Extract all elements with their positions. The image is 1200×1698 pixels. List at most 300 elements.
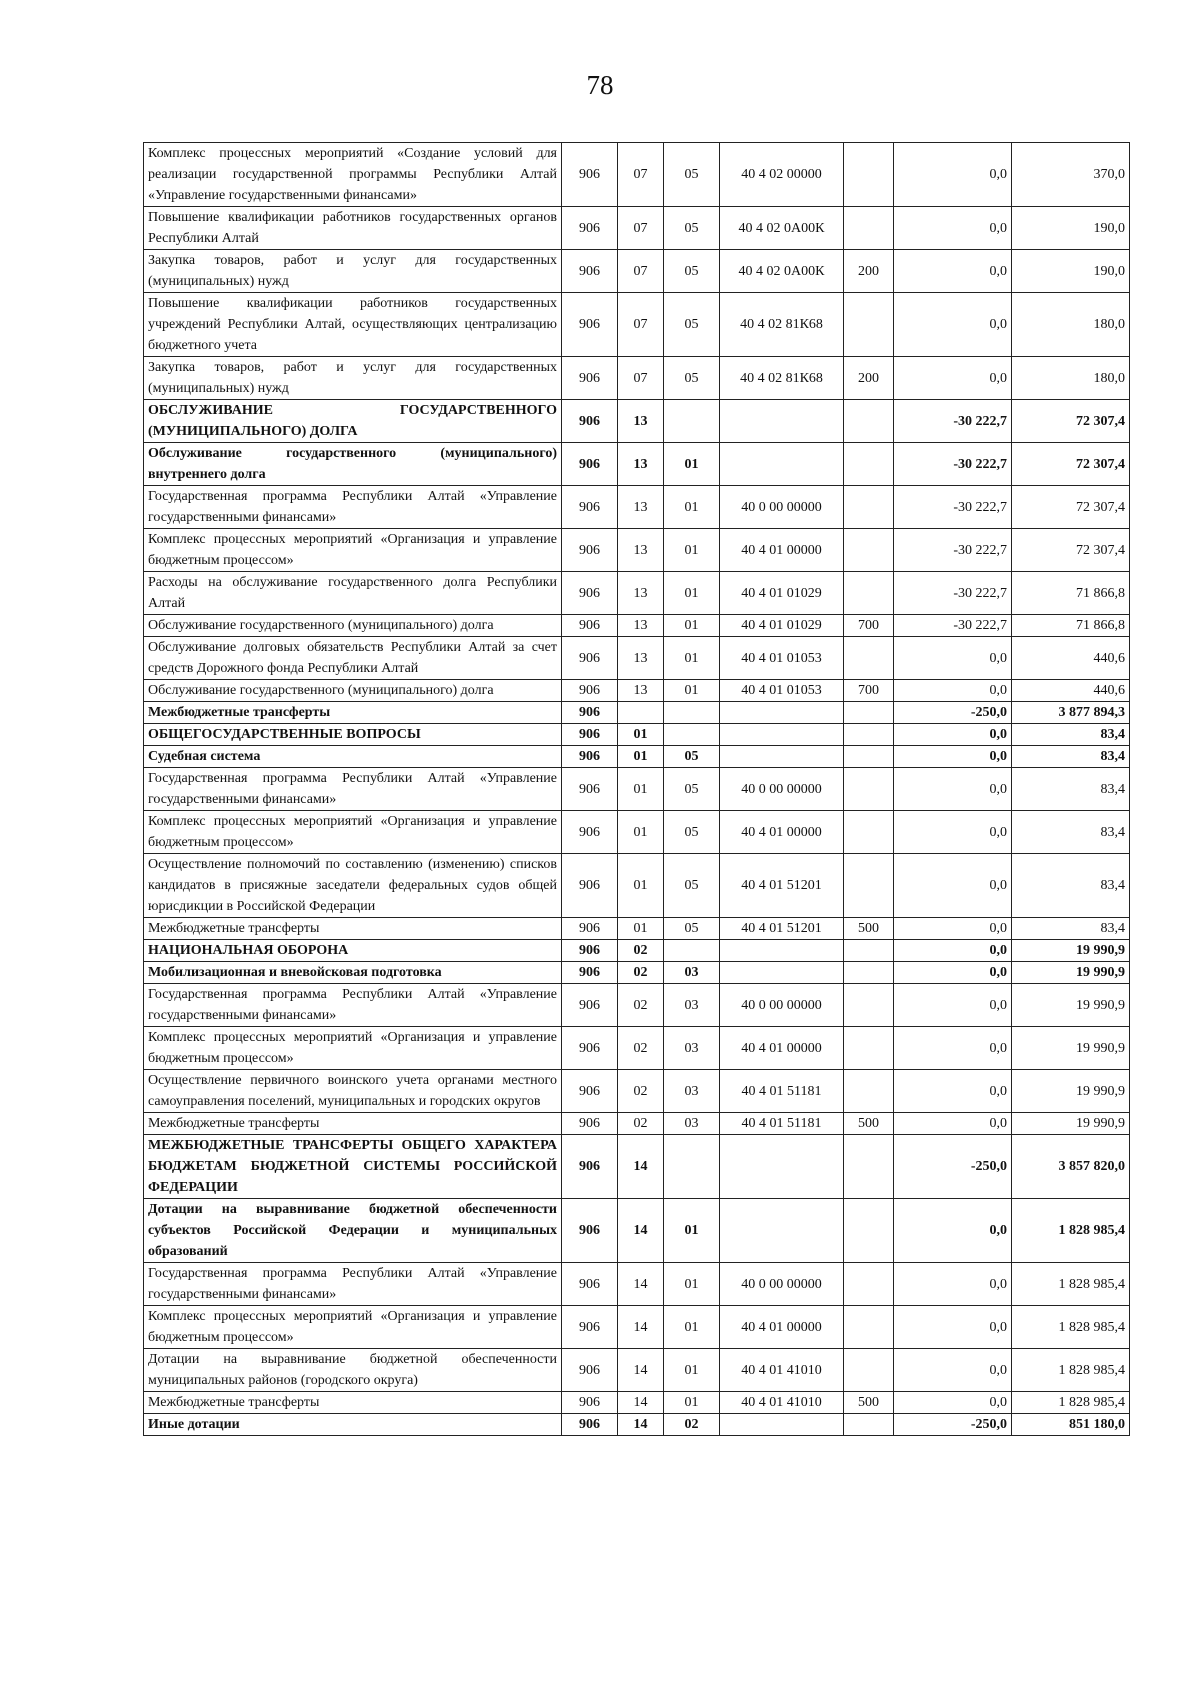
target-article-cell: 40 4 02 81К68 bbox=[720, 293, 844, 357]
target-article-cell: 40 4 02 0А00К bbox=[720, 250, 844, 293]
target-article-cell: 40 4 01 51181 bbox=[720, 1113, 844, 1135]
amount-total-cell: 19 990,9 bbox=[1012, 1027, 1130, 1070]
target-article-cell bbox=[720, 962, 844, 984]
expense-type-cell bbox=[844, 1027, 894, 1070]
table-row bbox=[144, 529, 1130, 572]
ministry-code-cell: 906 bbox=[562, 357, 618, 400]
amount-total-cell: 1 828 985,4 bbox=[1012, 1349, 1130, 1392]
section-code-cell: 13 bbox=[618, 443, 664, 486]
section-code-cell: 02 bbox=[618, 1027, 664, 1070]
subsection-code-cell: 01 bbox=[664, 443, 720, 486]
amount-total-cell: 83,4 bbox=[1012, 854, 1130, 918]
target-article-cell: 40 4 01 51201 bbox=[720, 854, 844, 918]
target-article-cell bbox=[720, 1414, 844, 1436]
expense-type-cell: 500 bbox=[844, 918, 894, 940]
section-code-cell: 07 bbox=[618, 250, 664, 293]
table-row bbox=[144, 854, 1130, 918]
section-code-cell: 13 bbox=[618, 529, 664, 572]
ministry-code-cell: 906 bbox=[562, 1306, 618, 1349]
subsection-code-cell: 05 bbox=[664, 207, 720, 250]
section-code-cell: 13 bbox=[618, 400, 664, 443]
row-name-cell: Закупка товаров, работ и услуг для государственных (муниципальных) нужд bbox=[144, 250, 562, 293]
amount-change-cell: 0,0 bbox=[894, 1199, 1012, 1263]
subsection-code-cell: 01 bbox=[664, 637, 720, 680]
ministry-code-cell: 906 bbox=[562, 572, 618, 615]
section-code-cell: 14 bbox=[618, 1135, 664, 1199]
amount-total-cell: 19 990,9 bbox=[1012, 1070, 1130, 1113]
row-name-cell: Комплекс процессных мероприятий «Организация и управление бюджетным процессом» bbox=[144, 1306, 562, 1349]
table-row bbox=[144, 1027, 1130, 1070]
target-article-cell: 40 4 01 41010 bbox=[720, 1349, 844, 1392]
target-article-cell: 40 4 01 51201 bbox=[720, 918, 844, 940]
ministry-code-cell: 906 bbox=[562, 940, 618, 962]
amount-change-cell: 0,0 bbox=[894, 768, 1012, 811]
section-code-cell: 02 bbox=[618, 1113, 664, 1135]
subsection-code-cell: 05 bbox=[664, 768, 720, 811]
target-article-cell: 40 0 00 00000 bbox=[720, 486, 844, 529]
table-row bbox=[144, 918, 1130, 940]
table-row bbox=[144, 1263, 1130, 1306]
table-row bbox=[144, 1070, 1130, 1113]
amount-total-cell: 71 866,8 bbox=[1012, 572, 1130, 615]
table-row bbox=[144, 1349, 1130, 1392]
amount-change-cell: -30 222,7 bbox=[894, 615, 1012, 637]
target-article-cell bbox=[720, 746, 844, 768]
subsection-code-cell: 01 bbox=[664, 1392, 720, 1414]
row-name-cell: Комплекс процессных мероприятий «Организация и управление бюджетным процессом» bbox=[144, 529, 562, 572]
amount-change-cell: 0,0 bbox=[894, 1027, 1012, 1070]
row-name-cell: Осуществление полномочий по составлению (изменению) списков кандидатов в присяжные заседатели федеральных судов общей юрисдикции в Российской Федерации bbox=[144, 854, 562, 918]
row-name-cell: Государственная программа Республики Алтай «Управление государственными финансами» bbox=[144, 1263, 562, 1306]
row-name-cell: Дотации на выравнивание бюджетной обеспеченности муниципальных районов (городского округа) bbox=[144, 1349, 562, 1392]
ministry-code-cell: 906 bbox=[562, 962, 618, 984]
row-name-cell: Комплекс процессных мероприятий «Организация и управление бюджетным процессом» bbox=[144, 1027, 562, 1070]
amount-total-cell: 1 828 985,4 bbox=[1012, 1306, 1130, 1349]
table-row bbox=[144, 143, 1130, 207]
amount-total-cell: 19 990,9 bbox=[1012, 984, 1130, 1027]
row-name-cell: Межбюджетные трансферты bbox=[144, 1113, 562, 1135]
amount-total-cell: 440,6 bbox=[1012, 637, 1130, 680]
target-article-cell: 40 4 02 00000 bbox=[720, 143, 844, 207]
expense-type-cell bbox=[844, 746, 894, 768]
target-article-cell bbox=[720, 724, 844, 746]
section-code-cell: 14 bbox=[618, 1263, 664, 1306]
subsection-code-cell: 03 bbox=[664, 984, 720, 1027]
expense-type-cell bbox=[844, 572, 894, 615]
row-name-cell: Межбюджетные трансферты bbox=[144, 1392, 562, 1414]
expense-type-cell bbox=[844, 637, 894, 680]
expense-type-cell: 700 bbox=[844, 615, 894, 637]
table-row bbox=[144, 615, 1130, 637]
expense-type-cell bbox=[844, 207, 894, 250]
ministry-code-cell: 906 bbox=[562, 443, 618, 486]
section-code-cell: 14 bbox=[618, 1392, 664, 1414]
amount-total-cell: 180,0 bbox=[1012, 293, 1130, 357]
section-code-cell: 02 bbox=[618, 940, 664, 962]
target-article-cell: 40 4 01 01029 bbox=[720, 615, 844, 637]
target-article-cell bbox=[720, 702, 844, 724]
amount-change-cell: 0,0 bbox=[894, 1263, 1012, 1306]
row-name-cell: Обслуживание государственного (муниципального) долга bbox=[144, 615, 562, 637]
amount-total-cell: 19 990,9 bbox=[1012, 1113, 1130, 1135]
ministry-code-cell: 906 bbox=[562, 854, 618, 918]
row-name-cell: ОБСЛУЖИВАНИЕ ГОСУДАРСТВЕННОГО (МУНИЦИПАЛЬНОГО) ДОЛГА bbox=[144, 400, 562, 443]
amount-change-cell: -30 222,7 bbox=[894, 486, 1012, 529]
ministry-code-cell: 906 bbox=[562, 984, 618, 1027]
section-code-cell: 07 bbox=[618, 207, 664, 250]
amount-change-cell: -250,0 bbox=[894, 1135, 1012, 1199]
target-article-cell: 40 4 01 51181 bbox=[720, 1070, 844, 1113]
ministry-code-cell: 906 bbox=[562, 680, 618, 702]
amount-change-cell: 0,0 bbox=[894, 143, 1012, 207]
table-row bbox=[144, 1199, 1130, 1263]
section-code-cell: 01 bbox=[618, 768, 664, 811]
section-code-cell: 01 bbox=[618, 918, 664, 940]
row-name-cell: НАЦИОНАЛЬНАЯ ОБОРОНА bbox=[144, 940, 562, 962]
target-article-cell bbox=[720, 443, 844, 486]
amount-change-cell: 0,0 bbox=[894, 1070, 1012, 1113]
target-article-cell: 40 4 01 41010 bbox=[720, 1392, 844, 1414]
subsection-code-cell bbox=[664, 940, 720, 962]
section-code-cell: 01 bbox=[618, 724, 664, 746]
ministry-code-cell: 906 bbox=[562, 702, 618, 724]
section-code-cell: 13 bbox=[618, 637, 664, 680]
target-article-cell bbox=[720, 400, 844, 443]
amount-total-cell: 19 990,9 bbox=[1012, 962, 1130, 984]
target-article-cell bbox=[720, 1199, 844, 1263]
amount-total-cell: 83,4 bbox=[1012, 768, 1130, 811]
expense-type-cell bbox=[844, 1414, 894, 1436]
ministry-code-cell: 906 bbox=[562, 1135, 618, 1199]
target-article-cell: 40 0 00 00000 bbox=[720, 984, 844, 1027]
target-article-cell: 40 4 01 00000 bbox=[720, 1027, 844, 1070]
table-row bbox=[144, 768, 1130, 811]
amount-change-cell: 0,0 bbox=[894, 940, 1012, 962]
row-name-cell: ОБЩЕГОСУДАРСТВЕННЫЕ ВОПРОСЫ bbox=[144, 724, 562, 746]
ministry-code-cell: 906 bbox=[562, 1349, 618, 1392]
amount-change-cell: 0,0 bbox=[894, 984, 1012, 1027]
table-row bbox=[144, 1414, 1130, 1436]
table-row bbox=[144, 702, 1130, 724]
row-name-cell: Дотации на выравнивание бюджетной обеспеченности субъектов Российской Федерации и муниципальных образований bbox=[144, 1199, 562, 1263]
amount-change-cell: 0,0 bbox=[894, 637, 1012, 680]
table-row bbox=[144, 984, 1130, 1027]
expense-type-cell bbox=[844, 768, 894, 811]
table-row bbox=[144, 637, 1130, 680]
row-name-cell: Комплекс процессных мероприятий «Создание условий для реализации государственной программы Республики Алтай «Управление государственными финансами» bbox=[144, 143, 562, 207]
amount-total-cell: 851 180,0 bbox=[1012, 1414, 1130, 1436]
expense-type-cell: 500 bbox=[844, 1113, 894, 1135]
expense-type-cell: 500 bbox=[844, 1392, 894, 1414]
row-name-cell: Государственная программа Республики Алтай «Управление государственными финансами» bbox=[144, 768, 562, 811]
row-name-cell: Государственная программа Республики Алтай «Управление государственными финансами» bbox=[144, 984, 562, 1027]
ministry-code-cell: 906 bbox=[562, 1392, 618, 1414]
amount-change-cell: 0,0 bbox=[894, 962, 1012, 984]
expense-type-cell: 200 bbox=[844, 250, 894, 293]
table-row bbox=[144, 357, 1130, 400]
subsection-code-cell: 05 bbox=[664, 854, 720, 918]
subsection-code-cell: 05 bbox=[664, 746, 720, 768]
section-code-cell: 07 bbox=[618, 293, 664, 357]
amount-total-cell: 1 828 985,4 bbox=[1012, 1263, 1130, 1306]
target-article-cell: 40 0 00 00000 bbox=[720, 768, 844, 811]
ministry-code-cell: 906 bbox=[562, 1070, 618, 1113]
subsection-code-cell bbox=[664, 702, 720, 724]
target-article-cell: 40 4 02 0А00К bbox=[720, 207, 844, 250]
ministry-code-cell: 906 bbox=[562, 1199, 618, 1263]
row-name-cell: Обслуживание государственного (муниципального) долга bbox=[144, 680, 562, 702]
expense-type-cell bbox=[844, 1349, 894, 1392]
section-code-cell: 02 bbox=[618, 984, 664, 1027]
subsection-code-cell: 05 bbox=[664, 143, 720, 207]
expense-type-cell: 700 bbox=[844, 680, 894, 702]
expense-type-cell bbox=[844, 1306, 894, 1349]
ministry-code-cell: 906 bbox=[562, 615, 618, 637]
amount-total-cell: 72 307,4 bbox=[1012, 486, 1130, 529]
amount-total-cell: 1 828 985,4 bbox=[1012, 1199, 1130, 1263]
table-row bbox=[144, 400, 1130, 443]
row-name-cell: Судебная система bbox=[144, 746, 562, 768]
amount-change-cell: -30 222,7 bbox=[894, 443, 1012, 486]
amount-total-cell: 3 877 894,3 bbox=[1012, 702, 1130, 724]
row-name-cell: Межбюджетные трансферты bbox=[144, 918, 562, 940]
ministry-code-cell: 906 bbox=[562, 486, 618, 529]
section-code-cell: 14 bbox=[618, 1349, 664, 1392]
expense-type-cell bbox=[844, 293, 894, 357]
amount-total-cell: 83,4 bbox=[1012, 811, 1130, 854]
expense-type-cell bbox=[844, 143, 894, 207]
table-row bbox=[144, 746, 1130, 768]
amount-change-cell: -250,0 bbox=[894, 1414, 1012, 1436]
table-row bbox=[144, 1306, 1130, 1349]
amount-total-cell: 370,0 bbox=[1012, 143, 1130, 207]
subsection-code-cell: 05 bbox=[664, 357, 720, 400]
amount-total-cell: 19 990,9 bbox=[1012, 940, 1130, 962]
subsection-code-cell: 05 bbox=[664, 293, 720, 357]
target-article-cell: 40 4 01 01053 bbox=[720, 637, 844, 680]
amount-change-cell: -30 222,7 bbox=[894, 400, 1012, 443]
subsection-code-cell bbox=[664, 400, 720, 443]
table-row bbox=[144, 293, 1130, 357]
ministry-code-cell: 906 bbox=[562, 207, 618, 250]
subsection-code-cell: 01 bbox=[664, 615, 720, 637]
section-code-cell: 13 bbox=[618, 486, 664, 529]
section-code-cell: 01 bbox=[618, 811, 664, 854]
row-name-cell: Государственная программа Республики Алтай «Управление государственными финансами» bbox=[144, 486, 562, 529]
ministry-code-cell: 906 bbox=[562, 811, 618, 854]
row-name-cell: Расходы на обслуживание государственного долга Республики Алтай bbox=[144, 572, 562, 615]
ministry-code-cell: 906 bbox=[562, 768, 618, 811]
ministry-code-cell: 906 bbox=[562, 1263, 618, 1306]
target-article-cell: 40 4 01 00000 bbox=[720, 529, 844, 572]
amount-change-cell: 0,0 bbox=[894, 357, 1012, 400]
amount-total-cell: 72 307,4 bbox=[1012, 400, 1130, 443]
expense-type-cell bbox=[844, 962, 894, 984]
amount-total-cell: 440,6 bbox=[1012, 680, 1130, 702]
target-article-cell bbox=[720, 940, 844, 962]
ministry-code-cell: 906 bbox=[562, 1113, 618, 1135]
row-name-cell: Комплекс процессных мероприятий «Организация и управление бюджетным процессом» bbox=[144, 811, 562, 854]
subsection-code-cell bbox=[664, 724, 720, 746]
expense-type-cell bbox=[844, 1199, 894, 1263]
subsection-code-cell: 05 bbox=[664, 918, 720, 940]
amount-change-cell: -30 222,7 bbox=[894, 572, 1012, 615]
row-name-cell: Закупка товаров, работ и услуг для государственных (муниципальных) нужд bbox=[144, 357, 562, 400]
section-code-cell: 02 bbox=[618, 1070, 664, 1113]
budget-table bbox=[143, 142, 1130, 1436]
expense-type-cell bbox=[844, 1135, 894, 1199]
subsection-code-cell bbox=[664, 1135, 720, 1199]
subsection-code-cell: 01 bbox=[664, 529, 720, 572]
row-name-cell: Обслуживание государственного (муниципального) внутреннего долга bbox=[144, 443, 562, 486]
target-article-cell: 40 4 01 00000 bbox=[720, 1306, 844, 1349]
amount-total-cell: 83,4 bbox=[1012, 746, 1130, 768]
row-name-cell: Осуществление первичного воинского учета органами местного самоуправления поселений, муниципальных и городских округов bbox=[144, 1070, 562, 1113]
amount-change-cell: 0,0 bbox=[894, 918, 1012, 940]
table-row bbox=[144, 680, 1130, 702]
expense-type-cell bbox=[844, 1263, 894, 1306]
expense-type-cell bbox=[844, 940, 894, 962]
amount-change-cell: 0,0 bbox=[894, 746, 1012, 768]
ministry-code-cell: 906 bbox=[562, 724, 618, 746]
subsection-code-cell: 01 bbox=[664, 1306, 720, 1349]
amount-change-cell: 0,0 bbox=[894, 1392, 1012, 1414]
amount-total-cell: 72 307,4 bbox=[1012, 529, 1130, 572]
subsection-code-cell: 02 bbox=[664, 1414, 720, 1436]
amount-change-cell: 0,0 bbox=[894, 724, 1012, 746]
expense-type-cell bbox=[844, 486, 894, 529]
section-code-cell: 13 bbox=[618, 572, 664, 615]
subsection-code-cell: 05 bbox=[664, 250, 720, 293]
table-row bbox=[144, 207, 1130, 250]
ministry-code-cell: 906 bbox=[562, 918, 618, 940]
row-name-cell: Межбюджетные трансферты bbox=[144, 702, 562, 724]
subsection-code-cell: 01 bbox=[664, 572, 720, 615]
amount-total-cell: 190,0 bbox=[1012, 207, 1130, 250]
table-row bbox=[144, 811, 1130, 854]
amount-change-cell: 0,0 bbox=[894, 811, 1012, 854]
ministry-code-cell: 906 bbox=[562, 637, 618, 680]
amount-change-cell: 0,0 bbox=[894, 207, 1012, 250]
table-row bbox=[144, 1135, 1130, 1199]
expense-type-cell bbox=[844, 529, 894, 572]
amount-change-cell: 0,0 bbox=[894, 1306, 1012, 1349]
section-code-cell: 07 bbox=[618, 143, 664, 207]
amount-total-cell: 72 307,4 bbox=[1012, 443, 1130, 486]
ministry-code-cell: 906 bbox=[562, 746, 618, 768]
amount-change-cell: 0,0 bbox=[894, 250, 1012, 293]
target-article-cell: 40 4 02 81К68 bbox=[720, 357, 844, 400]
target-article-cell: 40 0 00 00000 bbox=[720, 1263, 844, 1306]
table-row bbox=[144, 486, 1130, 529]
target-article-cell: 40 4 01 00000 bbox=[720, 811, 844, 854]
subsection-code-cell: 01 bbox=[664, 1263, 720, 1306]
section-code-cell: 01 bbox=[618, 746, 664, 768]
table-row bbox=[144, 1392, 1130, 1414]
expense-type-cell bbox=[844, 854, 894, 918]
subsection-code-cell: 01 bbox=[664, 486, 720, 529]
row-name-cell: Повышение квалификации работников государственных учреждений Республики Алтай, осуществляющих централизацию бюджетного учета bbox=[144, 293, 562, 357]
expense-type-cell bbox=[844, 1070, 894, 1113]
target-article-cell: 40 4 01 01053 bbox=[720, 680, 844, 702]
amount-total-cell: 83,4 bbox=[1012, 724, 1130, 746]
expense-type-cell bbox=[844, 811, 894, 854]
section-code-cell: 13 bbox=[618, 680, 664, 702]
subsection-code-cell: 05 bbox=[664, 811, 720, 854]
amount-total-cell: 71 866,8 bbox=[1012, 615, 1130, 637]
amount-total-cell: 180,0 bbox=[1012, 357, 1130, 400]
amount-change-cell: 0,0 bbox=[894, 854, 1012, 918]
row-name-cell: МЕЖБЮДЖЕТНЫЕ ТРАНСФЕРТЫ ОБЩЕГО ХАРАКТЕРА БЮДЖЕТАМ БЮДЖЕТНОЙ СИСТЕМЫ РОССИЙСКОЙ ФЕДЕРАЦИИ bbox=[144, 1135, 562, 1199]
table-row bbox=[144, 443, 1130, 486]
expense-type-cell bbox=[844, 984, 894, 1027]
table-row bbox=[144, 250, 1130, 293]
subsection-code-cell: 03 bbox=[664, 1027, 720, 1070]
section-code-cell: 14 bbox=[618, 1199, 664, 1263]
ministry-code-cell: 906 bbox=[562, 1027, 618, 1070]
amount-change-cell: -250,0 bbox=[894, 702, 1012, 724]
table-row bbox=[144, 962, 1130, 984]
amount-total-cell: 190,0 bbox=[1012, 250, 1130, 293]
ministry-code-cell: 906 bbox=[562, 400, 618, 443]
subsection-code-cell: 03 bbox=[664, 1113, 720, 1135]
subsection-code-cell: 03 bbox=[664, 962, 720, 984]
subsection-code-cell: 01 bbox=[664, 680, 720, 702]
amount-change-cell: 0,0 bbox=[894, 680, 1012, 702]
amount-change-cell: 0,0 bbox=[894, 293, 1012, 357]
amount-change-cell: 0,0 bbox=[894, 1113, 1012, 1135]
expense-type-cell bbox=[844, 724, 894, 746]
section-code-cell: 01 bbox=[618, 854, 664, 918]
subsection-code-cell: 03 bbox=[664, 1070, 720, 1113]
section-code-cell: 02 bbox=[618, 962, 664, 984]
table-body bbox=[144, 143, 1130, 1436]
expense-type-cell bbox=[844, 702, 894, 724]
ministry-code-cell: 906 bbox=[562, 250, 618, 293]
ministry-code-cell: 906 bbox=[562, 143, 618, 207]
expense-type-cell bbox=[844, 400, 894, 443]
amount-change-cell: -30 222,7 bbox=[894, 529, 1012, 572]
row-name-cell: Иные дотации bbox=[144, 1414, 562, 1436]
amount-total-cell: 1 828 985,4 bbox=[1012, 1392, 1130, 1414]
expense-type-cell bbox=[844, 443, 894, 486]
target-article-cell: 40 4 01 01029 bbox=[720, 572, 844, 615]
section-code-cell: 14 bbox=[618, 1414, 664, 1436]
subsection-code-cell: 01 bbox=[664, 1349, 720, 1392]
table-row bbox=[144, 572, 1130, 615]
table-row bbox=[144, 1113, 1130, 1135]
expense-type-cell: 200 bbox=[844, 357, 894, 400]
section-code-cell: 14 bbox=[618, 1306, 664, 1349]
amount-change-cell: 0,0 bbox=[894, 1349, 1012, 1392]
subsection-code-cell: 01 bbox=[664, 1199, 720, 1263]
row-name-cell: Повышение квалификации работников государственных органов Республики Алтай bbox=[144, 207, 562, 250]
target-article-cell bbox=[720, 1135, 844, 1199]
table-row bbox=[144, 940, 1130, 962]
page-number: 78 bbox=[586, 70, 614, 100]
section-code-cell: 13 bbox=[618, 615, 664, 637]
ministry-code-cell: 906 bbox=[562, 1414, 618, 1436]
amount-total-cell: 3 857 820,0 bbox=[1012, 1135, 1130, 1199]
section-code-cell bbox=[618, 702, 664, 724]
row-name-cell: Обслуживание долговых обязательств Республики Алтай за счет средств Дорожного фонда Республики Алтай bbox=[144, 637, 562, 680]
table-row bbox=[144, 724, 1130, 746]
amount-total-cell: 83,4 bbox=[1012, 918, 1130, 940]
ministry-code-cell: 906 bbox=[562, 293, 618, 357]
ministry-code-cell: 906 bbox=[562, 529, 618, 572]
section-code-cell: 07 bbox=[618, 357, 664, 400]
row-name-cell: Мобилизационная и вневойсковая подготовка bbox=[144, 962, 562, 984]
